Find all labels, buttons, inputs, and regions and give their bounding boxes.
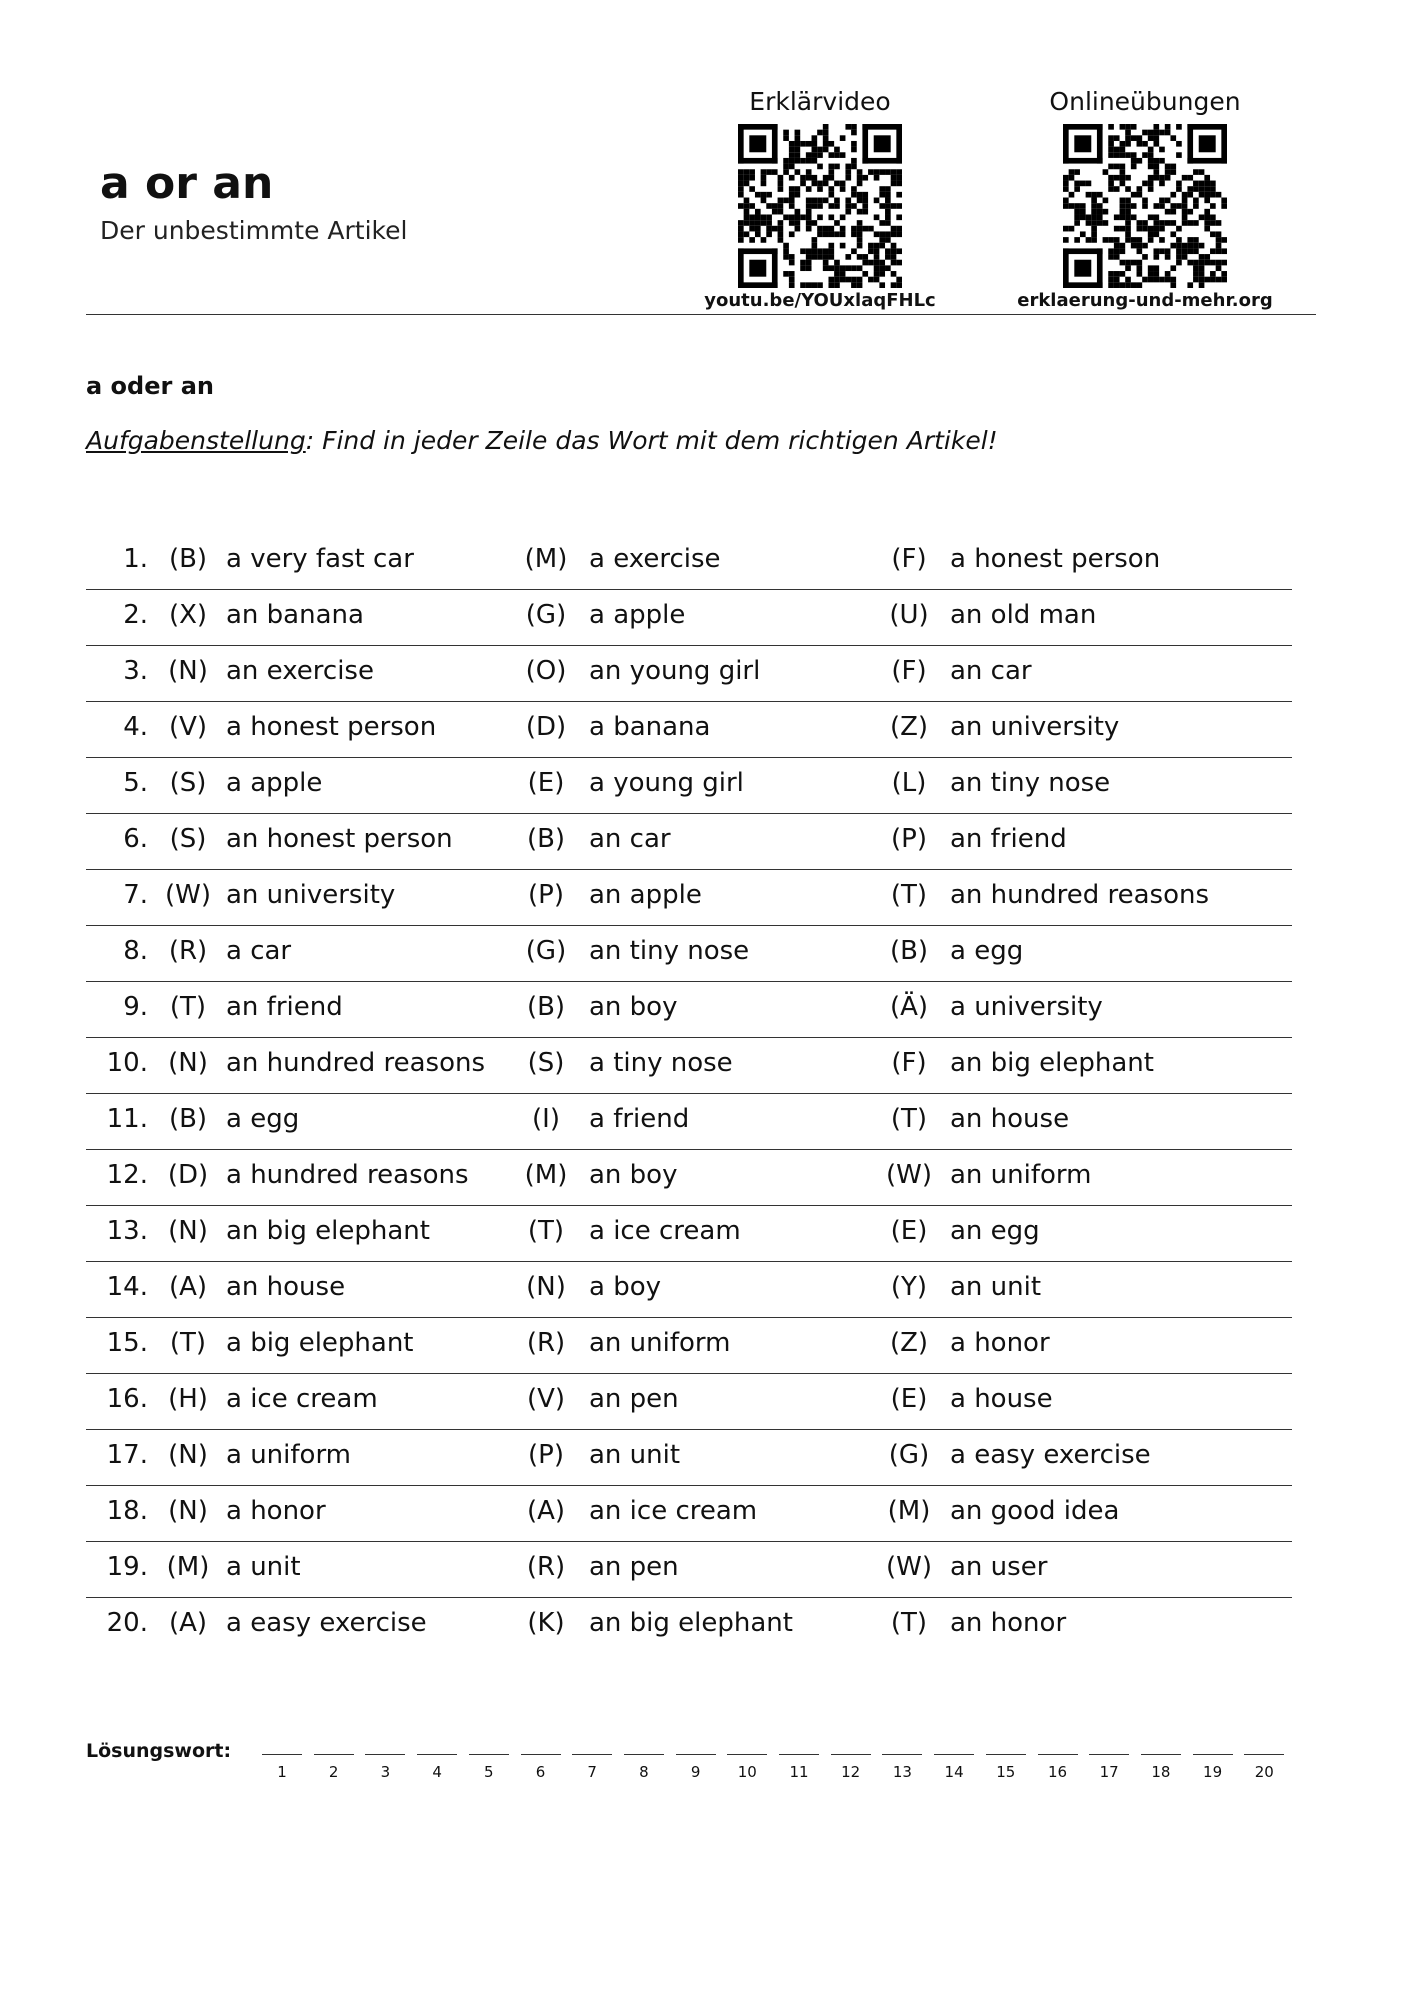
option-phrase[interactable]: a car: [226, 936, 292, 966]
exercise-row: [86, 1150, 1292, 1206]
answer-blank[interactable]: [934, 1754, 974, 1781]
option-phrase[interactable]: a young girl: [589, 768, 744, 798]
exercise-row: [86, 982, 1292, 1038]
option-letter[interactable]: (P): [528, 880, 564, 910]
answer-blank[interactable]: [779, 1754, 819, 1781]
option-phrase[interactable]: an house: [950, 1104, 1070, 1134]
exercise-row: [86, 1374, 1292, 1430]
answer-line: [1089, 1754, 1129, 1755]
option-letter[interactable]: (S): [169, 768, 207, 798]
option-letter[interactable]: (N): [526, 1272, 566, 1302]
option-phrase[interactable]: a egg: [950, 936, 1024, 966]
row-number: 20.: [106, 1608, 148, 1638]
answer-blank[interactable]: [1244, 1754, 1284, 1781]
option-phrase[interactable]: an big elephant: [226, 1216, 430, 1246]
option-letter[interactable]: (T): [890, 1608, 928, 1638]
answer-line: [831, 1754, 871, 1755]
option-phrase[interactable]: an big elephant: [950, 1048, 1154, 1078]
answer-line: [779, 1754, 819, 1755]
option-letter[interactable]: (V): [168, 712, 208, 742]
option-letter[interactable]: (X): [168, 600, 208, 630]
option-phrase[interactable]: a very fast car: [226, 544, 414, 574]
option-phrase[interactable]: a friend: [589, 1104, 690, 1134]
option-letter[interactable]: (M): [887, 1496, 931, 1526]
option-phrase[interactable]: a big elephant: [226, 1328, 414, 1358]
option-letter[interactable]: (R): [526, 1328, 566, 1358]
option-letter[interactable]: (Y): [890, 1272, 928, 1302]
option-phrase[interactable]: an ice cream: [589, 1496, 758, 1526]
online-qr-block: [995, 86, 1295, 311]
option-phrase[interactable]: a easy exercise: [226, 1608, 427, 1638]
option-letter[interactable]: (Z): [889, 1328, 929, 1358]
answer-line: [1244, 1754, 1284, 1755]
option-phrase[interactable]: an university: [950, 712, 1120, 742]
exercise-row: [86, 1430, 1292, 1486]
option-phrase[interactable]: an pen: [589, 1552, 679, 1582]
answer-number: 1: [277, 1763, 287, 1781]
answer-number: 14: [944, 1763, 964, 1781]
option-letter[interactable]: (G): [525, 936, 567, 966]
option-letter[interactable]: (W): [886, 1552, 932, 1582]
option-phrase[interactable]: an friend: [226, 992, 343, 1022]
row-number: 9.: [123, 992, 148, 1022]
option-letter[interactable]: (Z): [889, 712, 929, 742]
option-letter[interactable]: (B): [526, 824, 566, 854]
answer-blank[interactable]: [262, 1754, 302, 1781]
option-phrase[interactable]: a unit: [226, 1552, 301, 1582]
exercise-row: [86, 1598, 1292, 1653]
option-phrase[interactable]: an boy: [589, 992, 678, 1022]
solution-label: Lösungswort:: [86, 1740, 232, 1762]
video-qr-label: Erklärvideo: [749, 87, 891, 116]
option-letter[interactable]: (N): [168, 1048, 208, 1078]
answer-number: 7: [587, 1763, 597, 1781]
option-letter[interactable]: (F): [891, 656, 927, 686]
online-url[interactable]: erklaerung-und-mehr.org: [1017, 290, 1273, 311]
option-letter[interactable]: (E): [890, 1216, 928, 1246]
exercise-row: [86, 590, 1292, 646]
row-number: 5.: [123, 768, 148, 798]
answer-number: 10: [737, 1763, 757, 1781]
answer-line: [365, 1754, 405, 1755]
option-letter[interactable]: (V): [526, 1384, 566, 1414]
answer-line: [521, 1754, 561, 1755]
answer-number: 12: [841, 1763, 861, 1781]
option-letter[interactable]: (E): [527, 768, 565, 798]
answer-number: 13: [892, 1763, 912, 1781]
answer-line: [986, 1754, 1026, 1755]
option-phrase[interactable]: an user: [950, 1552, 1048, 1582]
page-title: a or an: [100, 158, 274, 209]
option-letter[interactable]: (F): [891, 1048, 927, 1078]
option-letter[interactable]: (P): [891, 824, 927, 854]
answer-blank[interactable]: [365, 1754, 405, 1781]
option-phrase[interactable]: an unit: [950, 1272, 1042, 1302]
row-number: 17.: [106, 1440, 148, 1470]
answer-line: [1141, 1754, 1181, 1755]
answer-line: [1038, 1754, 1078, 1755]
option-phrase[interactable]: a apple: [589, 600, 686, 630]
option-letter[interactable]: (G): [888, 1440, 930, 1470]
answer-number: 15: [996, 1763, 1016, 1781]
row-number: 1.: [123, 544, 148, 574]
qr-code-icon: [738, 124, 902, 288]
row-number: 12.: [106, 1160, 148, 1190]
option-letter[interactable]: (P): [528, 1440, 564, 1470]
option-phrase[interactable]: an car: [950, 656, 1032, 686]
option-letter[interactable]: (A): [168, 1608, 208, 1638]
option-phrase[interactable]: an honest person: [226, 824, 453, 854]
exercise-row: [86, 758, 1292, 814]
option-phrase[interactable]: a honest person: [226, 712, 437, 742]
option-phrase[interactable]: an old man: [950, 600, 1097, 630]
option-phrase[interactable]: an apple: [589, 880, 702, 910]
option-letter[interactable]: (M): [524, 544, 568, 574]
row-number: 19.: [106, 1552, 148, 1582]
exercise-row: [86, 646, 1292, 702]
option-phrase[interactable]: an young girl: [589, 656, 761, 686]
exercise-table: [86, 534, 1292, 1653]
option-letter[interactable]: (B): [526, 992, 566, 1022]
answer-line: [314, 1754, 354, 1755]
row-number: 2.: [123, 600, 148, 630]
answer-blank[interactable]: [882, 1754, 922, 1781]
row-number: 4.: [123, 712, 148, 742]
answer-line: [882, 1754, 922, 1755]
exercise-row: [86, 1094, 1292, 1150]
answer-blank[interactable]: [1038, 1754, 1078, 1781]
online-qr-label: Onlineübungen: [1049, 87, 1241, 116]
option-letter[interactable]: (T): [169, 1328, 207, 1358]
option-phrase[interactable]: an tiny nose: [950, 768, 1111, 798]
option-phrase[interactable]: a exercise: [589, 544, 721, 574]
option-letter[interactable]: (K): [527, 1608, 565, 1638]
answer-line: [676, 1754, 716, 1755]
answer-number: 18: [1151, 1763, 1171, 1781]
option-letter[interactable]: (E): [890, 1384, 928, 1414]
option-phrase[interactable]: an egg: [950, 1216, 1040, 1246]
option-phrase[interactable]: a hundred reasons: [226, 1160, 469, 1190]
answer-blank[interactable]: [1089, 1754, 1129, 1781]
answer-blank[interactable]: [624, 1754, 664, 1781]
row-number: 16.: [106, 1384, 148, 1414]
option-letter[interactable]: (T): [169, 992, 207, 1022]
option-phrase[interactable]: an house: [226, 1272, 346, 1302]
option-letter[interactable]: (T): [527, 1216, 565, 1246]
row-number: 18.: [106, 1496, 148, 1526]
answer-blank[interactable]: [1141, 1754, 1181, 1781]
header-divider: [86, 314, 1316, 315]
option-letter[interactable]: (W): [165, 880, 211, 910]
exercise-row: [86, 534, 1292, 590]
qr-code-icon: [1063, 124, 1227, 288]
answer-number: 4: [432, 1763, 442, 1781]
option-phrase[interactable]: an exercise: [226, 656, 374, 686]
answer-blank[interactable]: [572, 1754, 612, 1781]
option-phrase[interactable]: a uniform: [226, 1440, 351, 1470]
answer-blank[interactable]: [314, 1754, 354, 1781]
answer-number: 2: [328, 1763, 339, 1781]
option-phrase[interactable]: an tiny nose: [589, 936, 750, 966]
answer-number: 3: [380, 1763, 391, 1781]
answer-line: [469, 1754, 509, 1755]
option-phrase[interactable]: a easy exercise: [950, 1440, 1151, 1470]
option-letter[interactable]: (O): [525, 656, 567, 686]
option-phrase[interactable]: a honest person: [950, 544, 1161, 574]
answer-number: 20: [1254, 1763, 1274, 1781]
option-phrase[interactable]: a university: [950, 992, 1103, 1022]
option-letter[interactable]: (B): [168, 544, 208, 574]
option-letter[interactable]: (A): [526, 1496, 566, 1526]
option-letter[interactable]: (R): [526, 1552, 566, 1582]
exercise-row: [86, 926, 1292, 982]
row-number: 8.: [123, 936, 148, 966]
exercise-row: [86, 870, 1292, 926]
option-letter[interactable]: (M): [524, 1160, 568, 1190]
row-number: 15.: [106, 1328, 148, 1358]
answer-line: [572, 1754, 612, 1755]
option-phrase[interactable]: a honor: [950, 1328, 1050, 1358]
option-letter[interactable]: (T): [890, 1104, 928, 1134]
page-subtitle: Der unbestimmte Artikel: [100, 216, 408, 245]
option-letter[interactable]: (R): [168, 936, 208, 966]
answer-line: [262, 1754, 302, 1755]
solution-word: [86, 1740, 1326, 1800]
row-number: 7.: [123, 880, 148, 910]
option-phrase[interactable]: an friend: [950, 824, 1067, 854]
option-phrase[interactable]: an hundred reasons: [226, 1048, 486, 1078]
option-letter[interactable]: (N): [168, 1440, 208, 1470]
option-phrase[interactable]: a ice cream: [589, 1216, 741, 1246]
row-number: 11.: [106, 1104, 148, 1134]
answer-line: [1193, 1754, 1233, 1755]
exercise-row: [86, 1486, 1292, 1542]
option-letter[interactable]: (D): [167, 1160, 209, 1190]
answer-number: 19: [1203, 1763, 1223, 1781]
option-phrase[interactable]: an honor: [950, 1608, 1067, 1638]
answer-line: [934, 1754, 974, 1755]
option-letter[interactable]: (B): [889, 936, 929, 966]
answer-number: 17: [1099, 1763, 1119, 1781]
option-phrase[interactable]: an boy: [589, 1160, 678, 1190]
option-phrase[interactable]: a apple: [226, 768, 323, 798]
answer-number: 5: [484, 1763, 494, 1781]
exercise-row: [86, 1038, 1292, 1094]
option-letter[interactable]: (F): [891, 544, 927, 574]
exercise-row: [86, 1542, 1292, 1598]
answer-number: 8: [639, 1763, 649, 1781]
option-letter[interactable]: (S): [169, 824, 207, 854]
option-phrase[interactable]: a ice cream: [226, 1384, 378, 1414]
option-letter[interactable]: (S): [527, 1048, 565, 1078]
row-number: 6.: [123, 824, 148, 854]
option-phrase[interactable]: an good idea: [950, 1496, 1120, 1526]
exercise-row: [86, 1318, 1292, 1374]
exercise-row: [86, 814, 1292, 870]
answer-blank[interactable]: [417, 1754, 457, 1781]
option-letter[interactable]: (T): [890, 880, 928, 910]
option-letter[interactable]: (N): [168, 1216, 208, 1246]
section-heading: a oder an: [86, 372, 214, 400]
instruction: [86, 426, 998, 455]
option-letter[interactable]: (M): [166, 1552, 210, 1582]
option-phrase[interactable]: an unit: [589, 1440, 681, 1470]
option-phrase[interactable]: an uniform: [950, 1160, 1092, 1190]
option-phrase[interactable]: an uniform: [589, 1328, 731, 1358]
option-letter[interactable]: (A): [168, 1272, 208, 1302]
row-number: 3.: [123, 656, 148, 686]
option-phrase[interactable]: a house: [950, 1384, 1053, 1414]
answer-blank[interactable]: [831, 1754, 871, 1781]
row-number: 10.: [106, 1048, 148, 1078]
option-letter[interactable]: (L): [891, 768, 927, 798]
answer-line: [417, 1754, 457, 1755]
row-number: 13.: [106, 1216, 148, 1246]
answer-blank[interactable]: [986, 1754, 1026, 1781]
option-phrase[interactable]: an car: [589, 824, 671, 854]
option-letter[interactable]: (N): [168, 1496, 208, 1526]
answer-blank[interactable]: [676, 1754, 716, 1781]
answer-number: 16: [1047, 1763, 1068, 1781]
answer-blank[interactable]: [469, 1754, 509, 1781]
option-phrase[interactable]: a tiny nose: [589, 1048, 733, 1078]
option-phrase[interactable]: a honor: [226, 1496, 326, 1526]
video-qr-block: [670, 86, 970, 311]
video-url[interactable]: youtu.be/YOUxlaqFHLc: [704, 290, 936, 311]
row-number: 14.: [106, 1272, 148, 1302]
answer-blank[interactable]: [521, 1754, 561, 1781]
option-letter[interactable]: (D): [525, 712, 567, 742]
option-phrase[interactable]: a egg: [226, 1104, 300, 1134]
option-letter[interactable]: (W): [886, 1160, 932, 1190]
option-letter[interactable]: (B): [168, 1104, 208, 1134]
answer-number: 11: [789, 1763, 809, 1781]
option-letter[interactable]: (Ä): [889, 992, 929, 1022]
option-phrase[interactable]: a boy: [589, 1272, 661, 1302]
option-letter[interactable]: (U): [889, 600, 929, 630]
option-phrase[interactable]: a banana: [589, 712, 711, 742]
answer-blank[interactable]: [1193, 1754, 1233, 1781]
option-phrase[interactable]: an pen: [589, 1384, 679, 1414]
option-phrase[interactable]: an university: [226, 880, 396, 910]
exercise-row: [86, 1262, 1292, 1318]
instruction-text: : Find in jeder Zeile das Wort mit dem richtigen Artikel!: [305, 426, 998, 455]
answer-number: 9: [690, 1763, 701, 1781]
option-letter[interactable]: (I): [532, 1104, 560, 1134]
option-phrase[interactable]: an hundred reasons: [950, 880, 1210, 910]
exercise-row: [86, 702, 1292, 758]
option-phrase[interactable]: an big elephant: [589, 1608, 793, 1638]
option-letter[interactable]: (N): [168, 656, 208, 686]
answer-line: [727, 1754, 767, 1755]
exercise-row: [86, 1206, 1292, 1262]
answer-number: 6: [535, 1763, 546, 1781]
option-phrase[interactable]: an banana: [226, 600, 364, 630]
answer-line: [624, 1754, 664, 1755]
instruction-label: Aufgabenstellung: [86, 426, 306, 455]
answer-blank[interactable]: [727, 1754, 767, 1781]
option-letter[interactable]: (G): [525, 600, 567, 630]
option-letter[interactable]: (H): [168, 1384, 208, 1414]
